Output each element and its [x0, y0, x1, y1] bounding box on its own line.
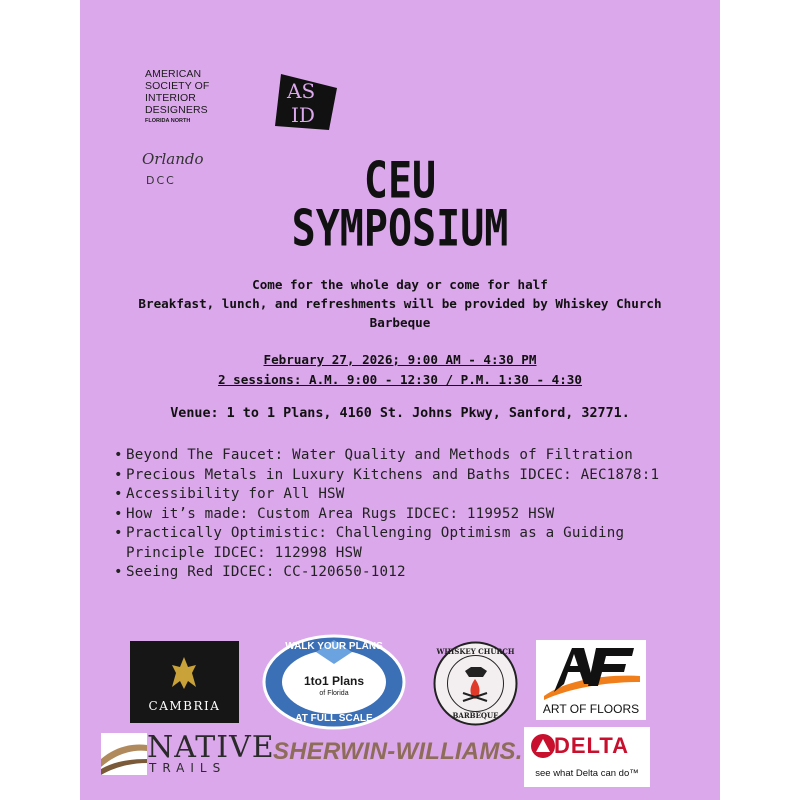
oneplans-bottom-text: AT FULL SCALE — [295, 713, 373, 724]
intro-line-2: Breakfast, lunch, and refreshments will be provided by Whiskey Church Barbeque — [138, 296, 662, 330]
lion-crest-icon — [164, 653, 204, 693]
oneplans-sub: of Florida — [319, 690, 349, 697]
course-item: • Accessibility for All HSW — [114, 485, 684, 505]
native-logo-text: NATIVE — [147, 730, 275, 765]
svg-text:ID: ID — [291, 103, 315, 127]
course-item: • Practically Optimistic: Challenging Optimism as a Guiding Principle IDCEC: 112998 HSW — [114, 524, 684, 563]
sponsor-whiskey-church — [433, 641, 518, 726]
delta-triangle-icon — [530, 733, 556, 759]
cambria-logo-text: CAMBRIA — [148, 699, 221, 713]
sponsor-cambria — [130, 641, 239, 723]
delta-logo-text: DELTA — [554, 733, 630, 758]
course-item: • Seeing Red IDCEC: CC-120650-1012 — [114, 563, 684, 583]
sponsor-delta — [524, 727, 650, 787]
chapter-city: Orlando — [142, 150, 204, 168]
event-flyer — [80, 0, 720, 800]
whiskey-bottom-text: BARBEQUE — [452, 711, 499, 720]
swoosh-icon — [101, 733, 147, 775]
event-venue: Venue: 1 to 1 Plans, 4160 St. Johns Pkwy, Sanford, 32771. — [170, 406, 630, 421]
event-title-line-1: CEU — [363, 152, 437, 210]
course-item: • Beyond The Faucet: Water Quality and Methods of Filtration — [114, 446, 684, 466]
intro-line-1: Come for the whole day or come for half — [252, 277, 548, 292]
sponsor-sherwin-williams: SHERWIN-WILLIAMS. — [273, 738, 523, 765]
event-date: February 27, 2026; 9:00 AM - 4:30 PM — [263, 352, 537, 367]
native-logo-subtext: TRAILS — [149, 761, 227, 775]
asid-chapter: FLORIDA NORTH — [145, 118, 191, 124]
sponsor-1to1-plans — [261, 632, 407, 732]
oneplans-name: 1to1 Plans — [303, 674, 365, 688]
event-intro — [110, 275, 690, 332]
whiskey-top-text: WHISKEY CHURCH — [436, 647, 515, 656]
svg-text:AS: AS — [287, 79, 316, 103]
delta-tagline: see what Delta can do™ — [535, 768, 639, 779]
aof-logo-text: ART OF FLOORS — [542, 702, 640, 716]
sponsor-native-trails — [101, 730, 275, 775]
asid-header — [145, 68, 316, 127]
asid-logo-icon — [275, 70, 341, 130]
oneplans-top-text: WALK YOUR PLANS — [285, 641, 383, 652]
af-monogram-icon — [536, 640, 646, 702]
asid-org-name: AMERICAN SOCIETY OF INTERIOR DESIGNERS — [145, 68, 210, 116]
event-sessions: 2 sessions: A.M. 9:00 - 12:30 / P.M. 1:30 - 4:30 — [218, 372, 582, 387]
course-item: • How it’s made: Custom Area Rugs IDCEC: 119952 HSW — [114, 505, 684, 525]
chapter-district: DCC — [146, 174, 176, 187]
sponsor-art-of-floors — [536, 640, 646, 720]
event-title-line-2: SYMPOSIUM — [291, 200, 509, 258]
course-item: • Precious Metals in Luxury Kitchens and Baths IDCEC: AEC1878:1 — [114, 466, 684, 486]
course-list — [114, 446, 684, 583]
